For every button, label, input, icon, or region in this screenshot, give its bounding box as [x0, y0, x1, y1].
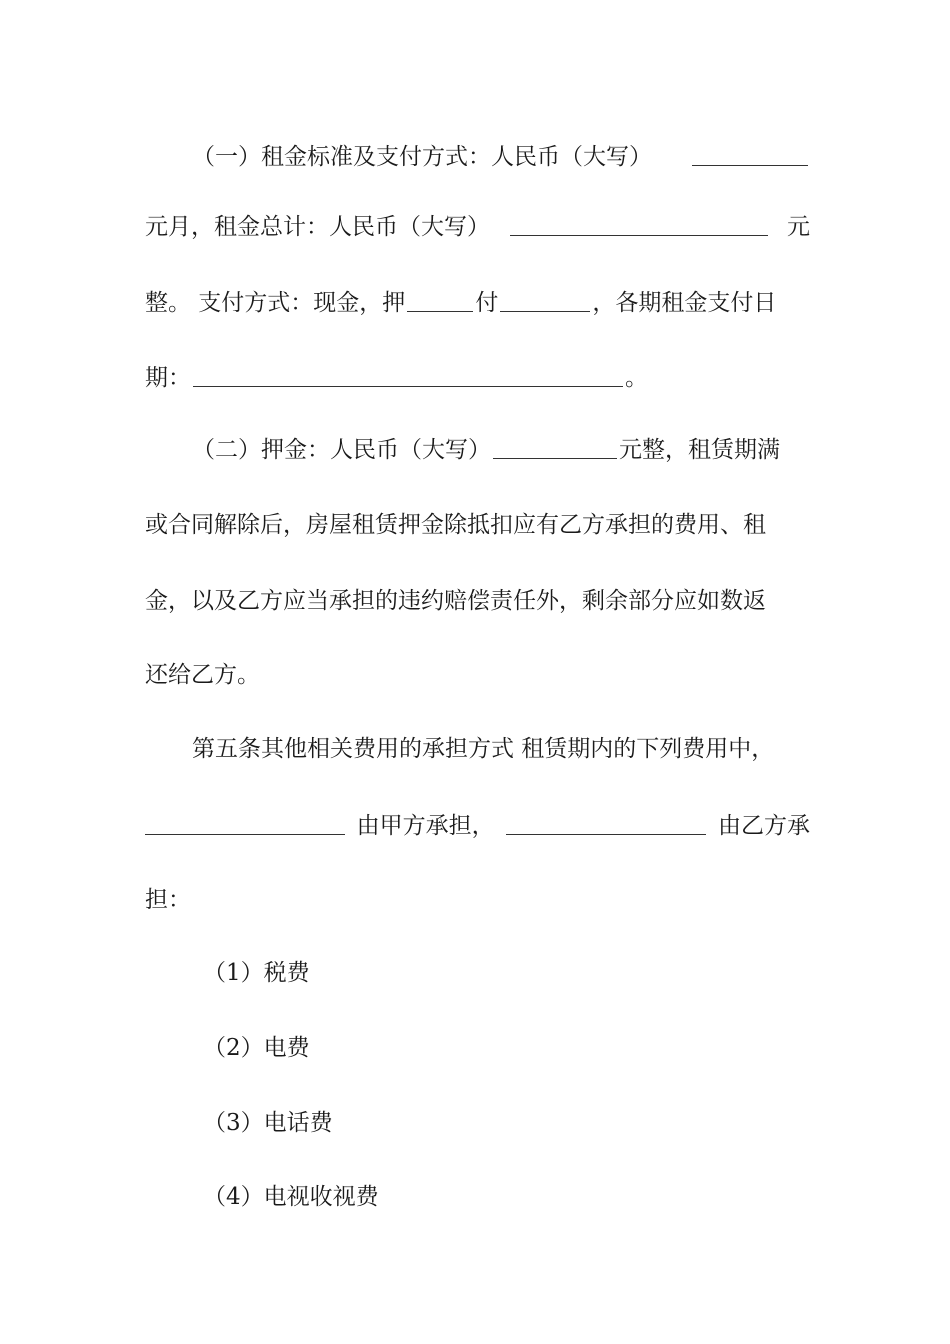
deposit-line-3: 金，以及乙方应当承担的违约赔偿责任外，剩余部分应如数返 [145, 588, 766, 614]
rent-total-blank[interactable] [510, 211, 768, 236]
deposit-heading: （二）押金：人民币（大写） [192, 437, 491, 463]
deposit-line-1 [192, 430, 810, 470]
payment-date-label: ，各期租金支付日 [592, 290, 777, 316]
rent-amount-blank[interactable] [692, 141, 808, 166]
rent-total-unit: 元 [787, 214, 810, 240]
deposit-line-2: 或合同解除后，房屋租赁押金除抵扣应有乙方承担的费用、租 [145, 512, 766, 538]
pay-months-blank[interactable] [500, 287, 590, 312]
rent-standard-heading: （一）租金标准及支付方式：人民币（大写） [192, 144, 652, 170]
payment-date-blank[interactable] [193, 362, 623, 387]
fee-item-electricity: （2）电费 [203, 1035, 310, 1061]
period-mark: 。 [625, 365, 648, 391]
pay-label: 付 [475, 290, 499, 316]
deposit-amount-blank[interactable] [493, 434, 617, 459]
party-b-fees-blank[interactable] [506, 810, 706, 835]
fee-item-tv: （4）电视收视费 [203, 1184, 379, 1210]
article-five-line-3: 担： [145, 887, 191, 913]
deposit-term-text: 元整，租赁期满 [619, 437, 780, 463]
fee-item-phone: （3）电话费 [203, 1110, 333, 1136]
party-a-fees-blank[interactable] [145, 810, 345, 835]
article-five-line-1: 第五条其他相关费用的承担方式 租赁期内的下列费用中， [192, 736, 775, 762]
article-five-line-2 [145, 806, 810, 846]
rent-standard-line-2 [145, 207, 810, 247]
rent-standard-line-4 [145, 358, 810, 398]
fee-item-tax: （1）税费 [203, 960, 310, 986]
deposit-line-4: 还给乙方。 [145, 662, 260, 688]
payment-date-label-cont: 期： [145, 365, 191, 391]
payment-method-label: 整。 支付方式：现金，押 [145, 290, 406, 316]
party-a-label: 由甲方承担， [356, 813, 495, 839]
deposit-months-blank[interactable] [407, 287, 473, 312]
rent-standard-line-3 [145, 283, 810, 323]
rent-total-label: 元月，租金总计：人民币（大写） [145, 214, 490, 240]
party-b-label: 由乙方承 [717, 813, 810, 839]
rent-standard-line-1 [192, 137, 810, 177]
